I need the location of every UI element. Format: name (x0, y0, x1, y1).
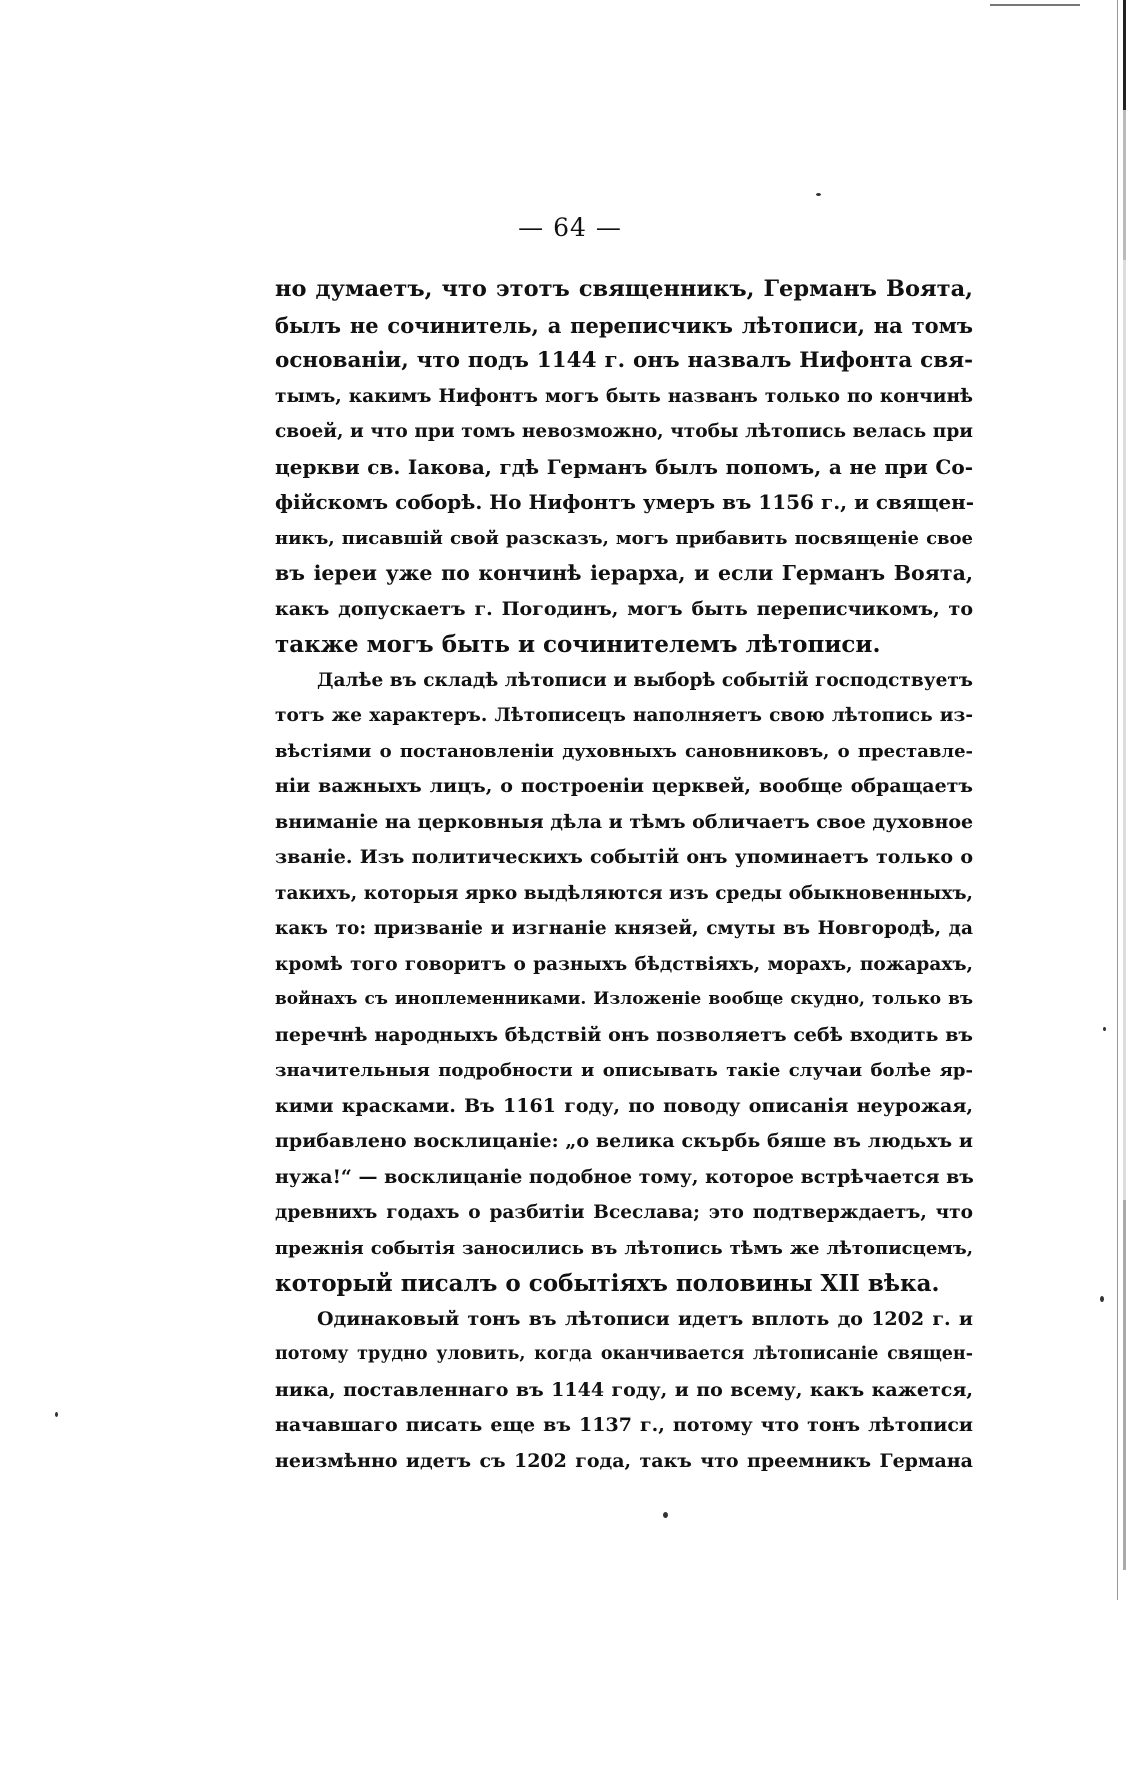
text-line: тымъ, какимъ Нифонтъ могъ быть названъ только по кончинѣ (275, 385, 973, 407)
text-line: ника, поставленнаго въ 1144 году, и по всему, какъ кажется, (275, 1378, 973, 1401)
text-line: вѣстіями о постановленіи духовныхъ сановниковъ, о преставле- (275, 740, 973, 762)
text-line: войнахъ съ иноплеменниками. Изложеніе вообще скудно, только въ (275, 989, 973, 1009)
text-line: своей, и что при томъ невозможно, чтобы лѣтопись велась при (275, 421, 973, 442)
text-line: неизмѣнно идетъ съ 1202 года, такъ что преемникъ Германа (275, 1449, 973, 1472)
text-line: званіе. Изъ политическихъ событій онъ упоминаетъ только о (275, 846, 973, 868)
text-line: фійскомъ соборѣ. Но Нифонтъ умеръ въ 1156 г., и священ- (275, 490, 975, 514)
text-line: перечнѣ народныхъ бѣдствій онъ позволяетъ себѣ входить въ (275, 1023, 973, 1046)
scan-speck (816, 193, 821, 196)
paragraph-2 (275, 663, 973, 1302)
paragraph-3 (275, 1302, 973, 1480)
page-number: — 64 — (518, 213, 622, 242)
text-line: церкви св. Іакова, гдѣ Германъ былъ попомъ, а не при Со- (275, 454, 973, 479)
text-line: но думаетъ, что этотъ священникъ, Германъ Воята, (275, 276, 973, 302)
text-line: въ іереи уже по кончинѣ іерарха, и если Германъ Воята, (275, 561, 973, 585)
scan-top-mark (990, 4, 1080, 6)
page-edge-shadow (1123, 0, 1126, 1788)
text-line: кромѣ того говоритъ о разныхъ бѣдствіяхъ, морахъ, пожарахъ, (275, 953, 973, 975)
body-text (275, 272, 973, 1479)
text-line: ніи важныхъ лицъ, о построеніи церквей, вообще обращаетъ (275, 775, 973, 797)
text-line: никъ, писавшій свой разсказъ, могъ прибавить посвященіе свое (275, 527, 973, 549)
text-line: прежнія событія заносились въ лѣтопись тѣмъ же лѣтописцемъ, (275, 1237, 973, 1259)
text-line: значительныя подробности и описывать такіе случаи болѣе яр- (275, 1060, 973, 1081)
scan-speck (1100, 1296, 1104, 1302)
text-line: былъ не сочинитель, а переписчикъ лѣтописи, на томъ (275, 312, 973, 338)
text-line: вниманіе на церковныя дѣла и тѣмъ обличаетъ свое духовное (275, 810, 974, 833)
text-line: кими красками. Въ 1161 году, по поводу описанія неурожая, (275, 1094, 973, 1117)
text-line: какъ допускаетъ г. Погодинъ, могъ быть переписчикомъ, то (275, 597, 973, 620)
scan-speck (663, 1512, 668, 1518)
text-line: нужа!“ — восклицаніе подобное тому, которое встрѣчается въ (275, 1165, 974, 1188)
paragraph-1 (275, 272, 973, 663)
scan-speck (1103, 1027, 1106, 1031)
text-line: начавшаго писать еще въ 1137 г., потому что тонъ лѣтописи (275, 1414, 973, 1436)
text-line: потому трудно уловить, когда оканчивается лѣтописаніе священ- (275, 1344, 973, 1364)
text-line: прибавлено восклицаніе: „о велика скърбь бяше въ людьхъ и (275, 1130, 973, 1152)
text-line: также могъ быть и сочинителемъ лѣтописи. (275, 631, 881, 658)
text-line: Одинаковый тонъ въ лѣтописи идетъ вплоть до 1202 г. и (317, 1307, 973, 1330)
text-line: древнихъ годахъ о разбитіи Всеслава; это подтверждаетъ, что (275, 1202, 973, 1223)
text-line: тотъ же характеръ. Лѣтописецъ наполняетъ свою лѣтопись из- (275, 705, 973, 726)
text-line: основаніи, что подъ 1144 г. онъ назвалъ Нифонта свя- (275, 348, 973, 373)
text-line: который писалъ о событіяхъ половины XII вѣка. (275, 1270, 940, 1297)
scan-speck (55, 1412, 58, 1417)
text-line: какъ то: призваніе и изгнаніе князей, смуты въ Новгородѣ, да (275, 918, 973, 939)
text-line: Далѣе въ складѣ лѣтописи и выборѣ событій господствуетъ (317, 669, 973, 691)
text-line: такихъ, которыя ярко выдѣляются изъ среды обыкновенныхъ, (275, 882, 973, 904)
